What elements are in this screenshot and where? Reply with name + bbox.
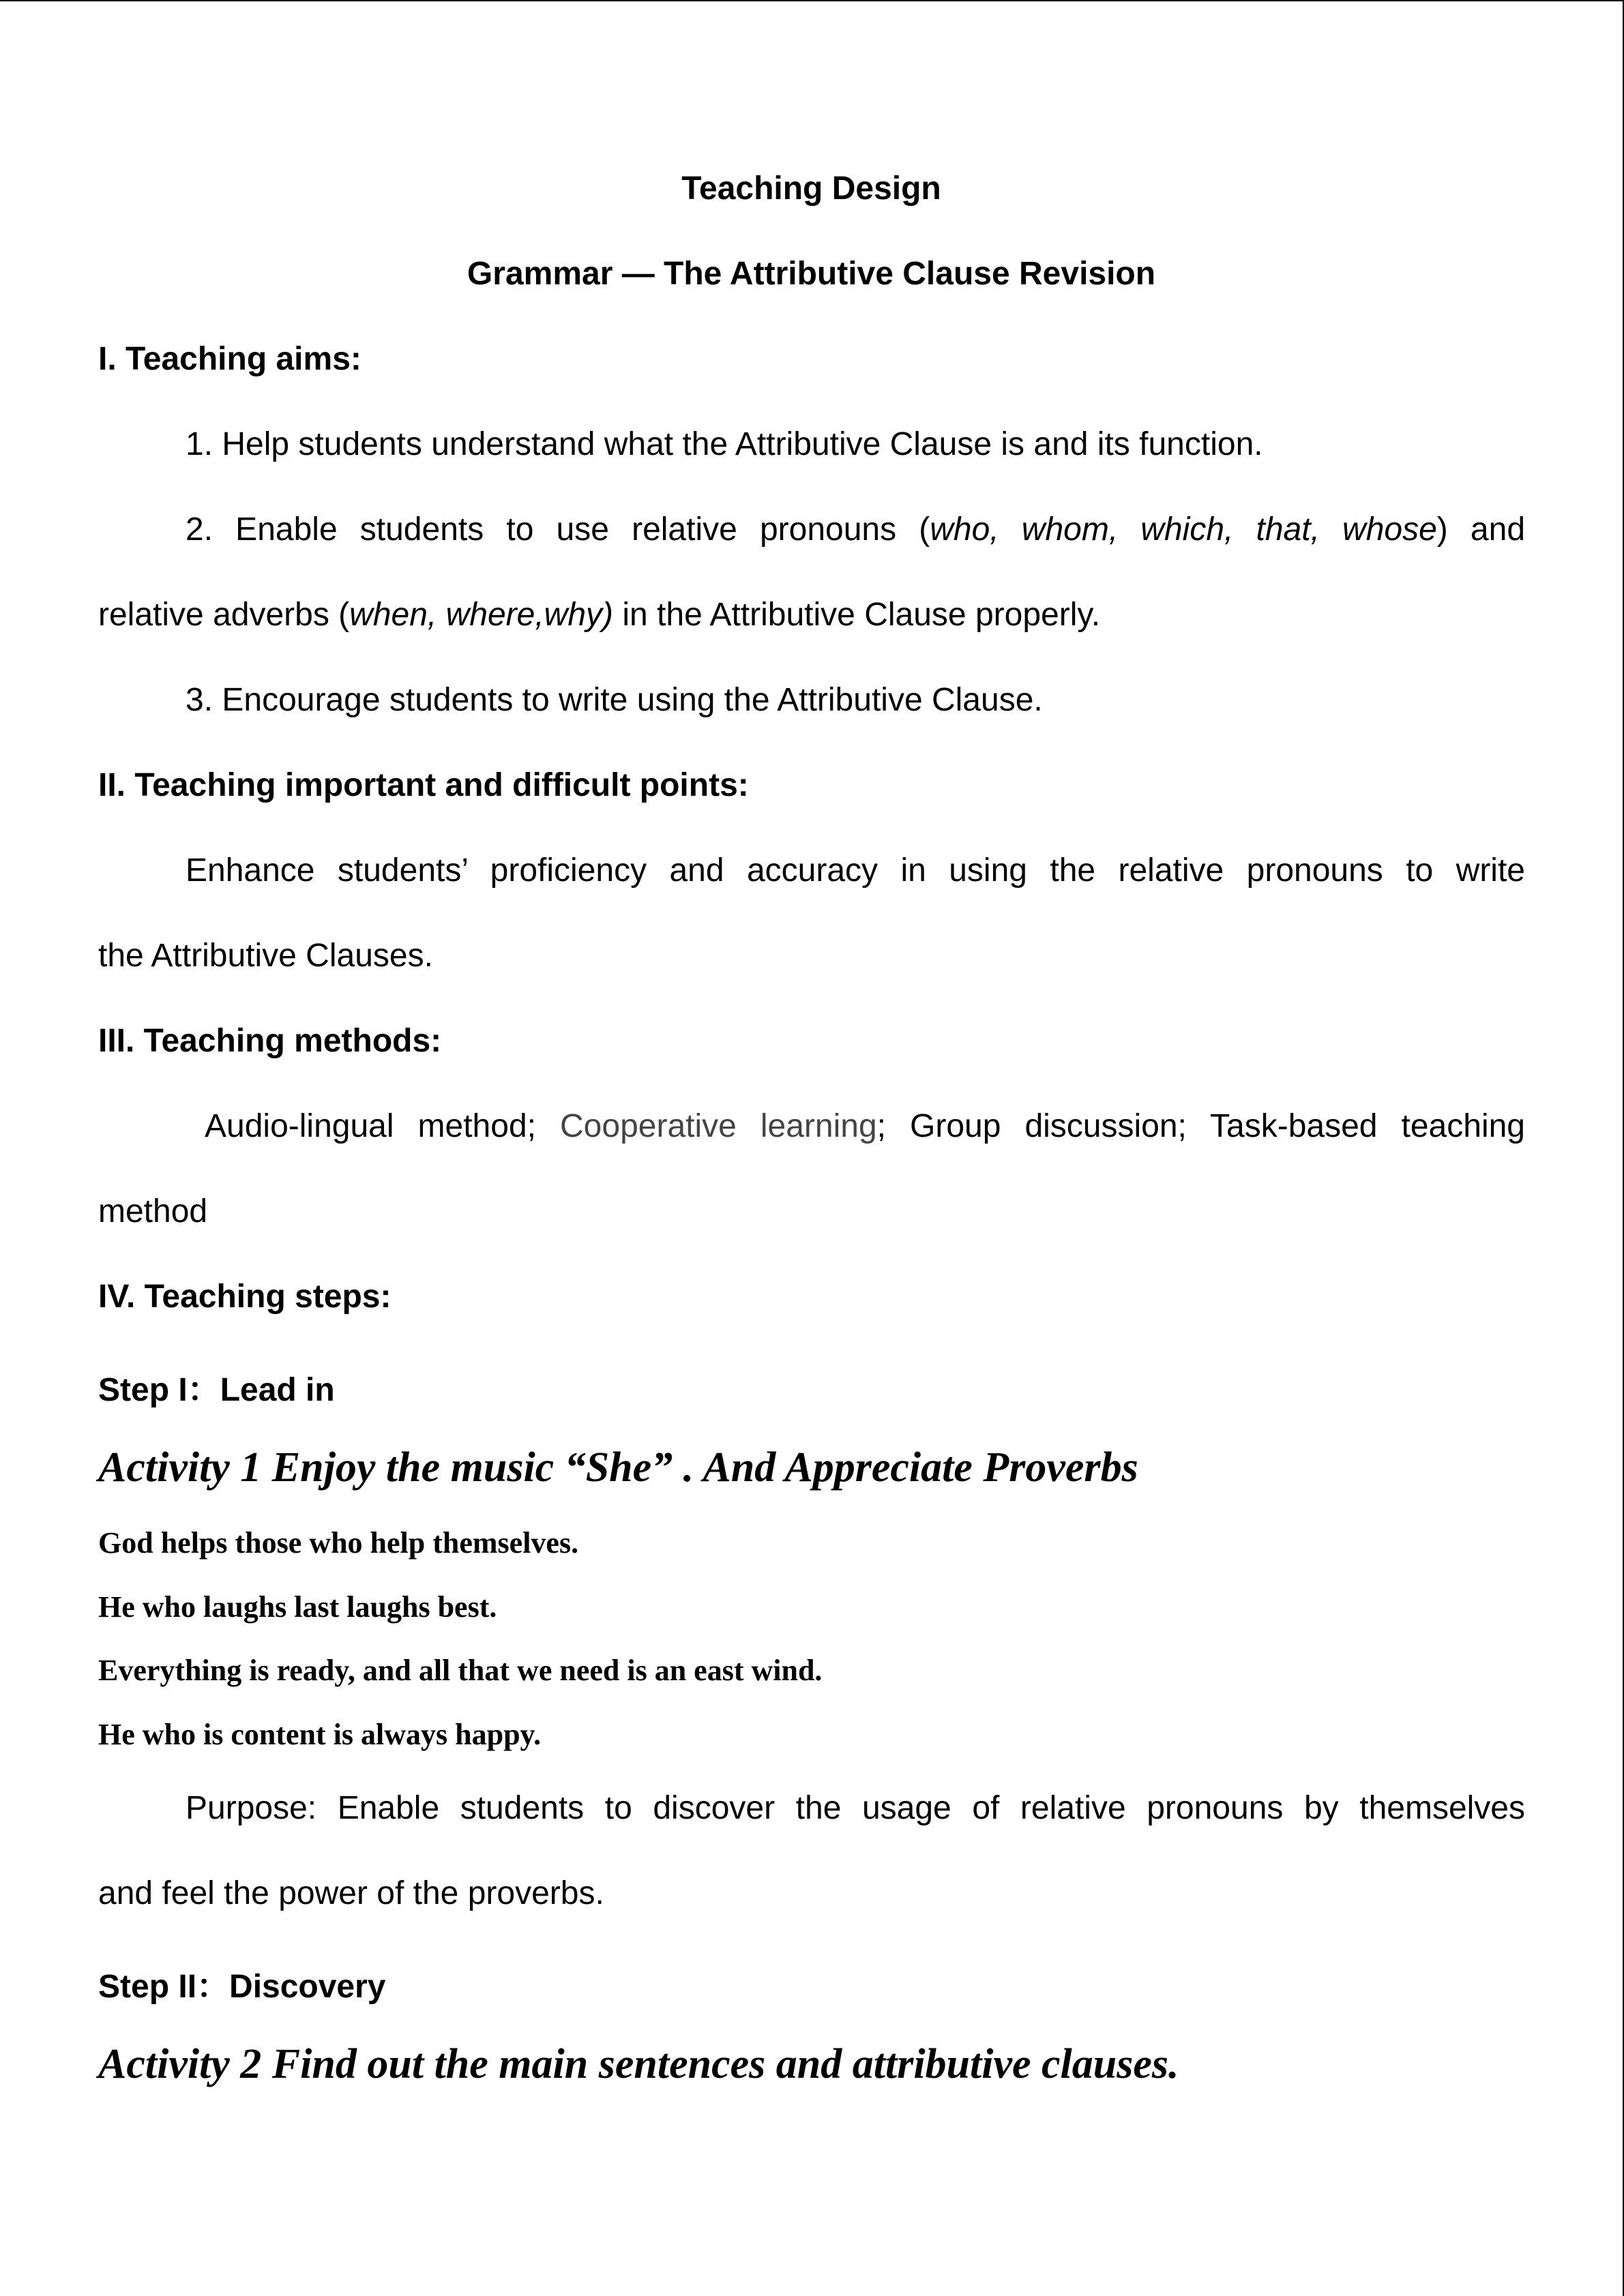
step-1-heading: Step I：Lead in: [98, 1372, 335, 1408]
document-subtitle: Grammar — The Attributive Clause Revision: [467, 256, 1156, 292]
purpose-line-2: and feel the power of the proverbs.: [98, 1875, 604, 1911]
heading-teaching-aims: I. Teaching aims:: [98, 341, 361, 377]
proverb-4: He who is content is always happy.: [98, 1718, 542, 1751]
aim-item-2-text-end: ) and: [1436, 511, 1526, 548]
purpose-line-1: Purpose: Enable students to discover the usage of relative pronouns by themselves: [186, 1790, 1525, 1826]
heading-important-points: II. Teaching important and difficult points:: [98, 767, 749, 803]
activity-1-title: Activity 1 Enjoy the music “She” . And Appreciate Proverbs: [98, 1444, 1138, 1491]
points-line-1: Enhance students’ proficiency and accuracy in using the relative pronouns to write: [186, 852, 1525, 889]
document-title: Teaching Design: [681, 170, 941, 207]
aim-item-3: 3. Encourage students to write using the Attributive Clause.: [186, 682, 1043, 718]
aim-item-2-adverbs-label: relative adverbs (: [98, 597, 350, 633]
aim-item-2-adverbs: when, where,why): [349, 597, 613, 633]
heading-teaching-steps: IV. Teaching steps:: [98, 1279, 392, 1315]
aim-item-2-pronouns: who, whom, which, that, whose: [930, 511, 1437, 548]
method-audio-lingual: Audio-lingual method;: [205, 1108, 561, 1144]
method-cooperative: Cooperative learning: [560, 1108, 877, 1144]
method-others: ; Group discussion; Task-based teaching: [876, 1108, 1525, 1144]
proverb-3: Everything is ready, and all that we need is an east wind.: [98, 1654, 823, 1687]
activity-2-title: Activity 2 Find out the main sentences and attributive clauses.: [98, 2041, 1179, 2087]
proverb-1: God helps those who help themselves.: [98, 1526, 579, 1560]
aim-item-2-line-1: [186, 511, 1525, 548]
points-line-2: the Attributive Clauses.: [98, 938, 433, 974]
methods-line-2: method: [98, 1193, 208, 1229]
aim-item-2-line-2: [98, 596, 1100, 633]
step-2-heading: Step II：Discovery: [98, 1969, 386, 2005]
proverb-2: He who laughs last laughs best.: [98, 1590, 497, 1624]
heading-teaching-methods: III. Teaching methods:: [98, 1023, 442, 1059]
aim-item-2-text-tail: in the Attributive Clause properly.: [613, 597, 1101, 633]
aim-item-2-text: 2. Enable students to use relative pronouns (: [186, 511, 930, 548]
aim-item-1: 1. Help students understand what the Attributive Clause is and its function.: [186, 426, 1263, 462]
methods-line-1: [205, 1107, 1525, 1145]
